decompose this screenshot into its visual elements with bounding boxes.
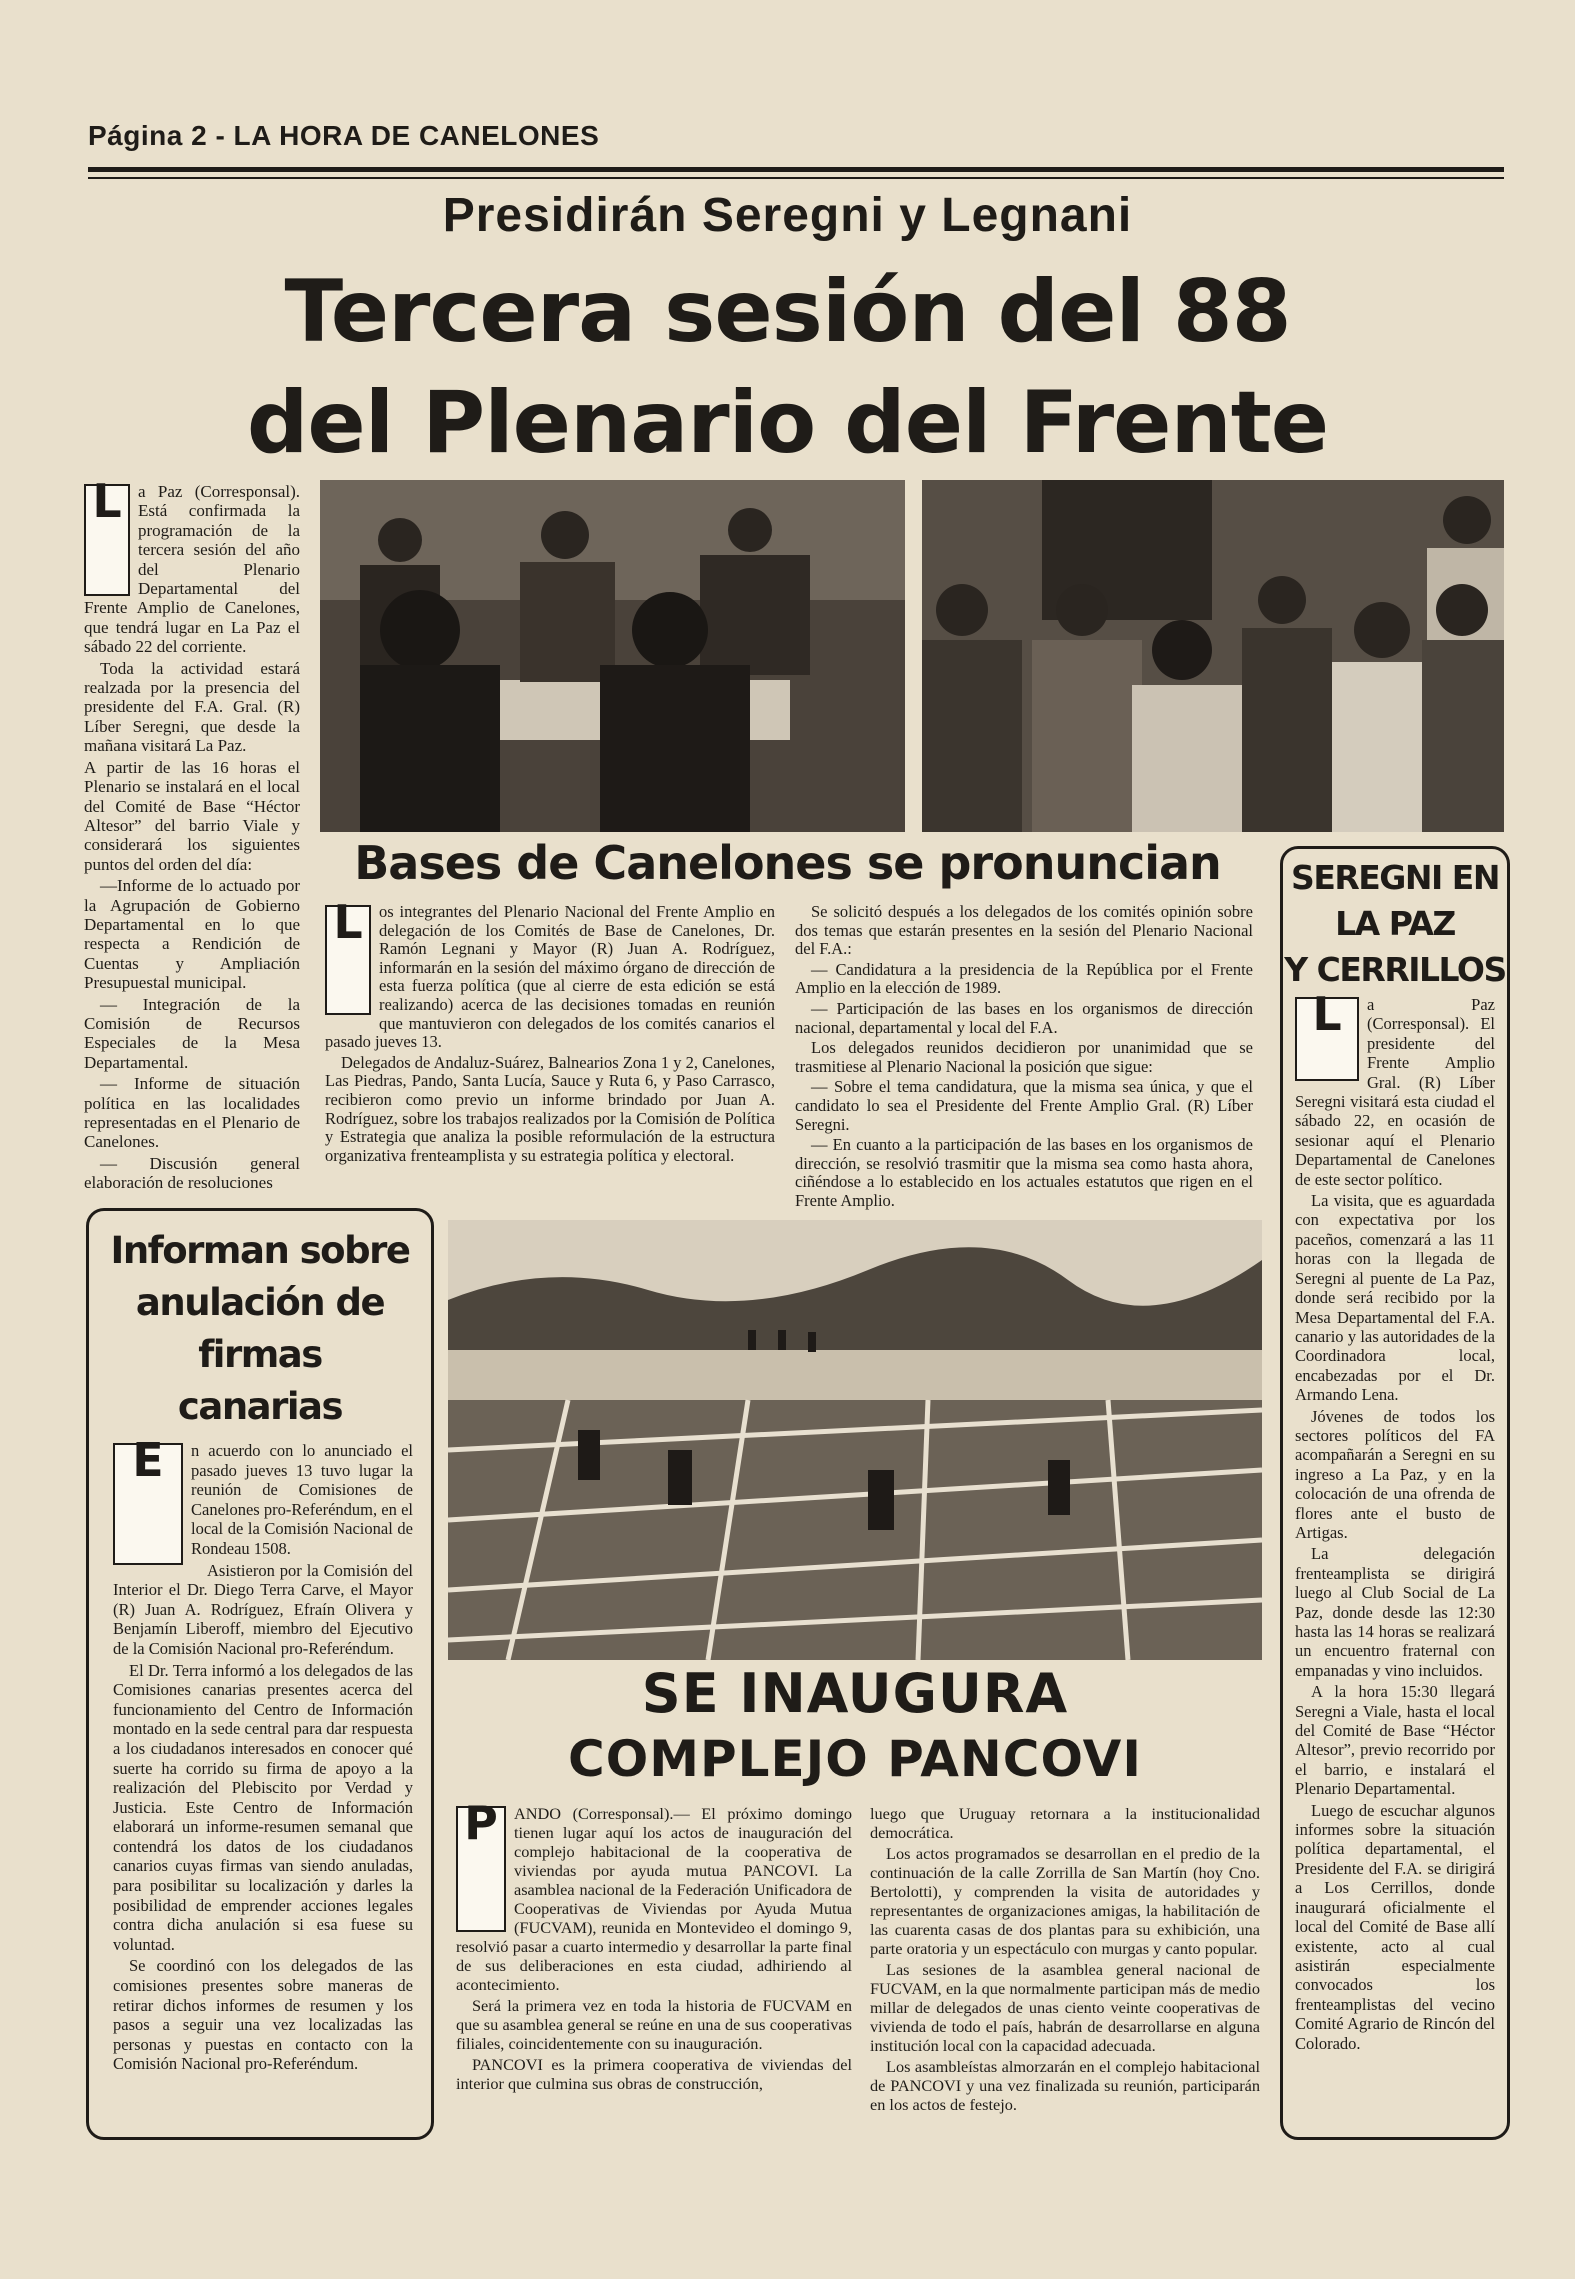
- article-paragraph: os integrantes del Plenario Nacional del Frente Amplio en delegación de los Comités de Base de Canelones, Dr. Ramón Legnani y Mayor (R) Juan A. Rodríguez, informarán en la sesión del máximo órgano de dirección de esta fuerza política (que al cierre de esta edición se está realizando) acerca de las decisiones tomadas en reunión que mantuvieron con delegados de los comités canarios el pasado jueves 13.: [325, 902, 775, 1052]
- drop-cap: L: [84, 484, 130, 596]
- article-paragraph: Jóvenes de todos los sectores políticos del FA acompañarán a Seregni en su ingreso a La Paz, y en la colocación de una ofrenda de flores ante el busto de Artigas.: [1295, 1406, 1495, 1542]
- article-paragraph: n acuerdo con lo anunciado el pasado jueves 13 tuvo lugar la reunión de Comisiones de Canelones pro-Referéndum, en el local de la Comisión Nacional de Rondeau 1508.: [191, 1441, 413, 1558]
- article-paragraph: Delegados de Andaluz-Suárez, Balnearios Zona 1 y 2, Canelones, Las Piedras, Pando, Santa Lucía, Sauce y Ruta 6, y Paso Carrasco, recibieron como previo un informe brindado por Juan A. Rodríguez, sobre los trabajos realizados por la Comisión de Política y Estrategia que analiza la posible reformulación de la estructura organizativa frenteamplista y su estrategia política y electoral.: [325, 1052, 775, 1165]
- anulacion-box-text: [113, 1433, 413, 2074]
- main-headline-line2: del Plenario del Frente: [246, 373, 1329, 473]
- pancovi-column-1: [456, 1796, 852, 2095]
- article-paragraph: Asistieron por la Comisión del Interior el Dr. Diego Terra Carve, el Mayor (R) Juan A. Rodríguez, Efraín Olivera y Benjamín Liberoff, miembro del Ejecutivo de la Comisión Nacional pro-Referéndum.: [113, 1560, 413, 1658]
- drop-cap: E: [113, 1443, 183, 1565]
- article-paragraph: — Informe de situación política en las localidades representadas en el Plenario de Canelones.: [84, 1074, 300, 1152]
- article-paragraph: — Sobre el tema candidatura, que la misma sea única, y que el candidato lo sea el Presidente del Frente Amplio Gral. (R) Líber Seregni.: [795, 1077, 1253, 1134]
- article-paragraph: luego que Uruguay retornara a la institucionalidad democrática.: [870, 1804, 1260, 1842]
- article-paragraph: — Candidatura a la presidencia de la República por el Frente Amplio en la elección de 1989.: [795, 959, 1253, 998]
- photo-meeting-table: [320, 480, 905, 832]
- pancovi-heading-line2: COMPLEJO PANCOVI: [568, 1730, 1142, 1788]
- seregni-title-line: Y CERRILLOS: [1284, 950, 1506, 989]
- article-paragraph: La visita, que es aguardada con expectativa por los paceños, comenzará a las 11 horas con la llegada de Seregni al puente de La Paz, donde será recibido por la Mesa Departamental del F.A. canario y las autoridades de la Coordinadora local, encabezadas por el Dr. Armando Lena.: [1295, 1191, 1495, 1405]
- anulacion-title-line: Informan sobre: [110, 1229, 410, 1272]
- anulacion-title-line: anulación de: [135, 1281, 385, 1324]
- article-paragraph: Luego de escuchar algunos informes sobre la situación política departamental, el Presidente del F.A. se dirigirá a Los Cerrillos, donde inaugurará oficialmente el local del Comité de Base allí existente, acto al cual asistirán especialmente convocados los frenteamplistas del vecino Comité Agrario de Rincón del Colorado.: [1295, 1800, 1495, 2053]
- photo-delegates-crowd: [922, 480, 1504, 832]
- header-rule-thin: [88, 177, 1504, 179]
- lead-paragraph: a Paz (Corresponsal). Está confirmada la programación de la tercera sesión del año del Plenario Departamental del Frente Amplio de Canelones, que tendrá lugar en La Paz el sábado 22 del corriente.: [84, 482, 300, 657]
- seregni-title-line: SEREGNI EN: [1291, 858, 1499, 897]
- bases-column-1: [325, 895, 775, 1167]
- seregni-box-title: [1283, 855, 1507, 993]
- pancovi-column-2: [870, 1804, 1260, 2116]
- article-paragraph: PANCOVI es la primera cooperativa de viviendas del interior que culmina sus obras de construcción,: [456, 2055, 852, 2093]
- header-rule-thick: [88, 167, 1504, 172]
- article-paragraph: Las sesiones de la asamblea general nacional de FUCVAM, en la que normalmente participan más de medio millar de delegados de unas ciento veinte cooperativas de vivienda de todo el país, habrán de desarrollarse en alguna institución local con la capacidad adecuada.: [870, 1960, 1260, 2055]
- anulacion-sidebar-box: [86, 1208, 434, 2140]
- article-paragraph: Toda la actividad estará realzada por la presencia del presidente del F.A. Gral. (R) Líber Seregni, que desde la mañana visitará La Paz.: [84, 658, 300, 756]
- article-paragraph: El Dr. Terra informó a los delegados de las Comisiones canarias presentes acerca del funcionamiento del Centro de Información montado en la sede central para dar respuesta a los ciudadanos interesados en conocer qué suerte ha corrido su firma de apoyo a la realización del Plebiscito por Verdad y Justicia. Este Centro de Información elaborará un informe-resumen semanal que contendrá los datos de los ciudadanos canarios cuyas firmas van siendo anuladas, para posibilitar su localización y darles la posibilidad de emprender acciones legales contra dicha anulación si esa fuese su voluntad.: [113, 1660, 413, 1954]
- seregni-title-line: LA PAZ: [1335, 904, 1455, 943]
- article-paragraph: Los actos programados se desarrollan en el predio de la continuación de la calle Zorrilla de San Martín (hoy Cno. Bertolotti), y comprenden la visita de autoridades y representantes de organizaciones amigas, la habilitación de las cuarenta casas de dos plantas para su exhibición, una parte oratoria y un espectáculo con murgas y canto popular.: [870, 1844, 1260, 1958]
- article-paragraph: — Discusión general elaboración de resoluciones: [84, 1153, 300, 1193]
- article-paragraph: Se coordinó con los delegados de las comisiones presentes sobre maneras de retirar dichos informes de resumen y los pasos a seguir una vez localizadas las personas y puestas en contacto con la Comisión Nacional pro-Referéndum.: [113, 1956, 413, 2074]
- article-paragraph: —Informe de lo actuado por la Agrupación de Gobierno Departamental en lo que respecta a Rendición de Cuentas y Ampliación Presupuestal municipal.: [84, 876, 300, 993]
- anulacion-title-line: canarias: [177, 1385, 343, 1428]
- lead-article: [84, 474, 300, 1195]
- article-paragraph: La delegación frenteamplista se dirigirá luego al Club Social de La Paz, donde desde las 12:30 hasta las 14 horas se realizará un encuentro fraternal con empanadas y vino incluidos.: [1295, 1544, 1495, 1680]
- main-headline-line1: Tercera sesión del 88: [284, 262, 1291, 362]
- pancovi-heading-line1: SE INAUGURA: [641, 1662, 1069, 1725]
- article-paragraph: Se solicitó después a los delegados de los comités opinión sobre dos temas que estarán presentes en la sesión del Plenario Nacional del F.A.:: [795, 902, 1253, 959]
- article-paragraph: ANDO (Corresponsal).— El próximo domingo tienen lugar aquí los actos de inauguración del complejo habitacional de la cooperativa de viviendas por ayuda mutua PANCOVI. La asamblea nacional de la Federación Unificadora de Cooperativas de Viviendas por Ayuda Mutua (FUCVAM), reunida en Montevideo el domingo 9, resolvió pasar a cuarto intermedio y desarrollar la parte final de sus deliberaciones en esta ciudad, adhiriendo al acontecimiento.: [456, 1804, 852, 1994]
- article-paragraph: A la hora 15:30 llegará Seregni a Viale, hasta el local del Comité de Base “Héctor Altesor”, previo recorrido por el barrio, e instalará el Plenario Departamental.: [1295, 1682, 1495, 1799]
- article-paragraph: Será la primera vez en toda la historia de FUCVAM en que su asamblea general se reúne en una de sus cooperativas filiales, coincidentemente con su inauguración.: [456, 1996, 852, 2053]
- article-paragraph: — En cuanto a la participación de las bases en los organismos de dirección, se resolvió trasmitir que la misma sea como hasta ahora, ciñéndose a lo establecido en los actuales estatutos que rigen en el Frente Amplio.: [795, 1135, 1253, 1210]
- article-paragraph: — Participación de las bases en los organismos de dirección nacional, departamental y local del F.A.: [795, 998, 1253, 1037]
- article-paragraph: a Paz (Corresponsal). El presidente del Frente Amplio Gral. (R) Líber Seregni visitará esta ciudad el sábado 22, en ocasión de sesionar aquí el Plenario Departamental de Canelones de este sector político.: [1295, 995, 1495, 1189]
- bases-column-2: [795, 903, 1253, 1213]
- page-folio: Página 2 - LA HORA DE CANELONES: [88, 120, 600, 151]
- article-paragraph: A partir de las 16 horas el Plenario se instalará en el local del Comité de Base “Héctor Altesor” del barrio Viale y considerará los siguientes puntos del orden del día:: [84, 757, 300, 874]
- article-paragraph: Los asambleístas almorzarán en el complejo habitacional de PANCOVI y una vez finalizada su reunión, participarán en los actos de festejo.: [870, 2057, 1260, 2114]
- drop-cap: L: [325, 905, 371, 1015]
- anulacion-box-title: [89, 1225, 431, 1433]
- headline-kicker: Presidirán Seregni y Legnani: [442, 189, 1133, 242]
- seregni-box-text: [1295, 987, 1495, 2053]
- seregni-sidebar-box: [1280, 846, 1510, 2140]
- anulacion-title-line: firmas: [198, 1333, 322, 1376]
- photo-construction-site: [448, 1220, 1262, 1660]
- drop-cap: P: [456, 1806, 506, 1932]
- article-paragraph: — Integración de la Comisión de Recursos Especiales de la Mesa Departamental.: [84, 994, 300, 1072]
- bases-heading: Bases de Canelones se pronuncian: [354, 836, 1221, 890]
- article-paragraph: Los delegados reunidos decidieron por unanimidad que se trasmitiese al Plenario Nacional la posición que sigue:: [795, 1038, 1253, 1076]
- drop-cap: L: [1295, 997, 1359, 1081]
